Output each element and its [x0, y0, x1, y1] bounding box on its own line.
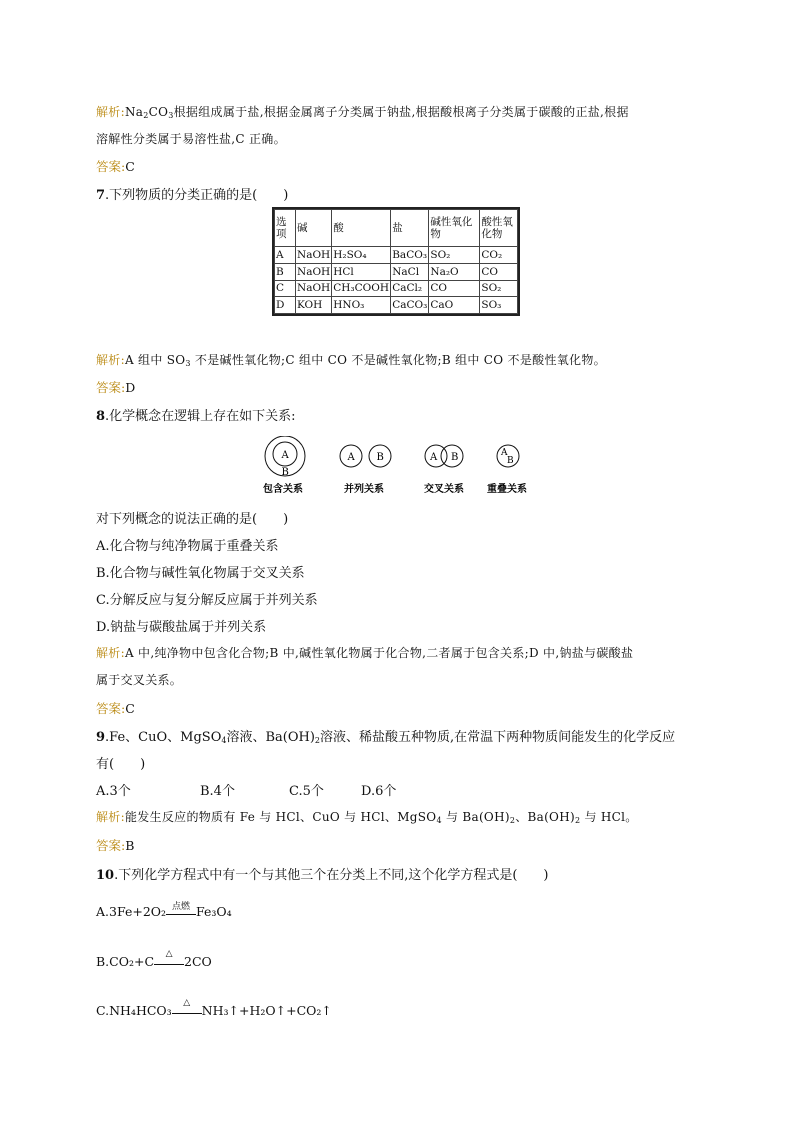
- table-header-cell: 酸: [332, 210, 391, 247]
- table-header-cell: 选项: [275, 210, 296, 247]
- explanation-label: 解析:: [96, 105, 125, 119]
- equation-b: B.CO₂+C △ 2CO: [96, 949, 212, 969]
- question-9-cont: 有( ): [96, 757, 146, 772]
- option-9a: A.3个: [96, 784, 131, 799]
- parallel-relation-figure: [340, 445, 391, 467]
- label-intersection: 交叉关系: [424, 484, 464, 495]
- equation-a: A.3Fe+2O₂ 点燃 Fe₃O₄: [96, 902, 232, 919]
- explanation-label: 解析:: [96, 810, 125, 824]
- option-9d: D.6个: [361, 784, 397, 799]
- table-row: B NaOH HCl NaCl Na₂O CO: [275, 263, 518, 280]
- table-header-cell: 碱性氧化物: [429, 210, 480, 247]
- option-9b: B.4个: [200, 784, 235, 799]
- answer-6: 答案:C: [96, 159, 135, 174]
- svg-text:A: A: [281, 450, 289, 461]
- reaction-arrow: △: [154, 955, 184, 969]
- inclusion-relation-figure: [265, 436, 305, 478]
- answer-label: 答案:: [96, 159, 126, 174]
- question-9: 9.Fe、CuO、MgSO$_4$溶液、$Ba(OH)_2$溶液、稀盐酸五种物质,在常温下两种物质间能发生的化学反应: [96, 730, 676, 745]
- option-8d: D.钠盐与碳酸盐属于并列关系: [96, 620, 267, 635]
- explanation-6-line2: 溶解性分类属于易溶性盐,C 正确。: [96, 132, 286, 146]
- reaction-arrow: 点燃: [166, 905, 196, 919]
- option-8c: C.分解反应与复分解反应属于并列关系: [96, 593, 318, 608]
- question-10: 10.下列化学方程式中有一个与其他三个在分类上不同,这个化学方程式是( ): [96, 868, 549, 883]
- svg-text:B: B: [507, 456, 514, 466]
- table-row: A NaOH H₂SO₄ BaCO₃ SO₂ CO₂: [275, 247, 518, 264]
- classification-table: [272, 207, 520, 316]
- table-header-cell: 盐: [391, 210, 429, 247]
- question-7: 7.下列物质的分类正确的是( ): [96, 188, 289, 203]
- explanation-7: 解析:A 组中 $SO_3$ 不是碱性氧化物;C 组中 CO 不是碱性氧化物;B 组中 CO 不是酸性氧化物。: [96, 353, 606, 368]
- svg-text:B: B: [281, 467, 289, 478]
- table-row: D KOH HNO₃ CaCO₃ CaO SO₃: [275, 297, 518, 314]
- table-header-row: [275, 210, 518, 247]
- svg-text:A: A: [347, 452, 355, 463]
- answer-label: 答案:: [96, 838, 126, 853]
- reaction-arrow: △: [172, 1004, 202, 1018]
- option-8a: A.化合物与纯净物属于重叠关系: [96, 539, 279, 554]
- answer-label: 答案:: [96, 701, 126, 716]
- label-parallel: 并列关系: [344, 484, 384, 495]
- answer-9: 答案:B: [96, 838, 135, 853]
- explanation-label: 解析:: [96, 353, 125, 367]
- explanation-8-line2: 属于交叉关系。: [96, 673, 183, 687]
- explanation-label: 解析:: [96, 646, 125, 660]
- overlap-relation-figure: [497, 445, 519, 467]
- answer-8: 答案:C: [96, 701, 135, 716]
- relationship-diagram: [258, 436, 548, 498]
- option-9c: C.5个: [289, 784, 324, 799]
- intersection-relation-figure: [425, 445, 463, 467]
- answer-label: 答案:: [96, 380, 126, 395]
- option-8b: B.化合物与碱性氧化物属于交叉关系: [96, 566, 305, 581]
- svg-text:B: B: [376, 452, 384, 463]
- question-8-prompt: 对下列概念的说法正确的是( ): [96, 512, 289, 527]
- explanation-8-line1: 解析:A 中,纯净物中包含化合物;B 中,碱性氧化物属于化合物,二者属于包含关系;D 中,钠盐与碳酸盐: [96, 646, 634, 660]
- equation-c: C.NH₄HCO₃ △ NH₃↑+H₂O↑+CO₂↑: [96, 998, 332, 1018]
- label-inclusion: 包含关系: [263, 484, 303, 495]
- table-row: C NaOH CH₃COOH CaCl₂ CO SO₂: [275, 280, 518, 297]
- explanation-9: 解析:能发生反应的物质有 Fe 与 HCl、CuO 与 HCl、MgSO$_4$ 与 $Ba(OH)_2$、$Ba(OH)_2$ 与 HCl。: [96, 810, 638, 825]
- label-overlap: 重叠关系: [487, 484, 527, 495]
- svg-text:B: B: [451, 452, 459, 463]
- table-header-cell: 碱: [296, 210, 332, 247]
- question-8: 8.化学概念在逻辑上存在如下关系:: [96, 409, 296, 424]
- svg-text:A: A: [430, 452, 438, 463]
- answer-7: 答案:D: [96, 380, 136, 395]
- svg-text:A: A: [501, 448, 508, 458]
- explanation-6-line1: 解析$:Na_2CO_3$根据组成属于盐,根据金属离子分类属于钠盐,根据酸根离子分类属于碳酸的正盐,根据: [96, 105, 629, 120]
- table-header-cell: 酸性氧化物: [480, 210, 518, 247]
